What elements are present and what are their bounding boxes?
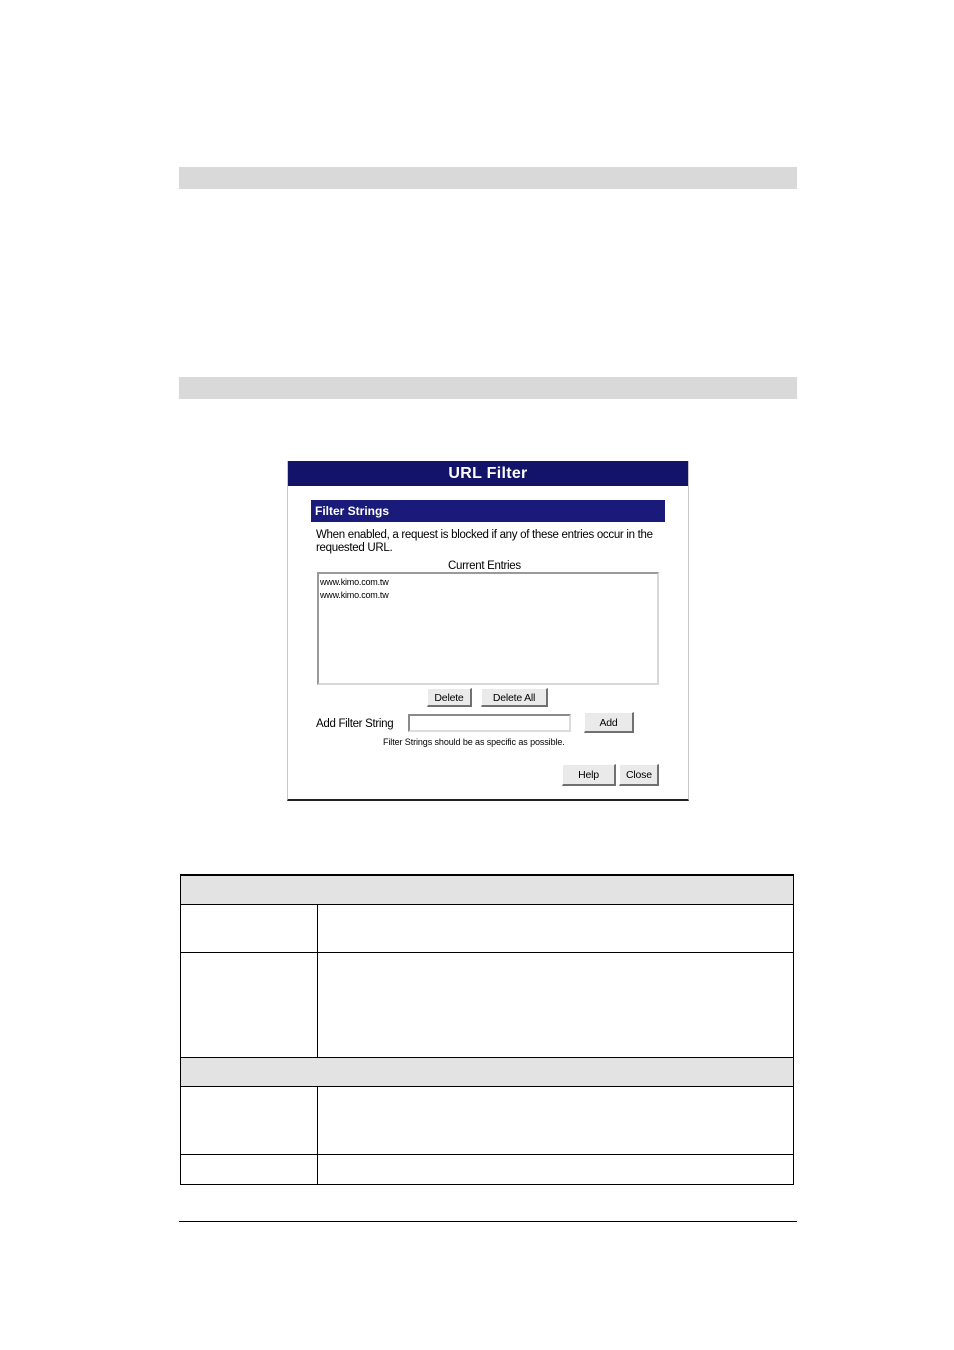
settings-table <box>180 874 794 1185</box>
table-section-header-2 <box>180 1057 794 1086</box>
delete-all-button[interactable]: Delete All <box>481 688 548 707</box>
close-button[interactable]: Close <box>619 764 659 786</box>
url-filter-dialog <box>287 461 689 801</box>
section-band-middle <box>179 377 797 399</box>
dialog-title: URL Filter <box>288 461 688 486</box>
delete-button[interactable]: Delete <box>427 688 472 707</box>
filter-hint: Filter Strings should be as specific as possible. <box>383 737 565 747</box>
list-item[interactable]: www.kimo.com.tw <box>320 577 389 587</box>
table-section-header-1 <box>180 875 794 904</box>
current-entries-label: Current Entries <box>448 560 521 572</box>
section-band-top <box>179 167 797 189</box>
current-entries-list[interactable] <box>317 572 659 685</box>
add-button[interactable]: Add <box>584 712 634 733</box>
help-button[interactable]: Help <box>562 764 616 786</box>
list-item[interactable]: www.kimo.com.tw <box>320 590 389 600</box>
add-filter-input[interactable] <box>408 714 571 732</box>
add-filter-label: Add Filter String <box>316 718 394 730</box>
bottom-rule <box>179 1221 797 1222</box>
filter-strings-header: Filter Strings <box>311 500 665 522</box>
filter-description: When enabled, a request is blocked if any of these entries occur in the requested URL. <box>316 529 653 554</box>
